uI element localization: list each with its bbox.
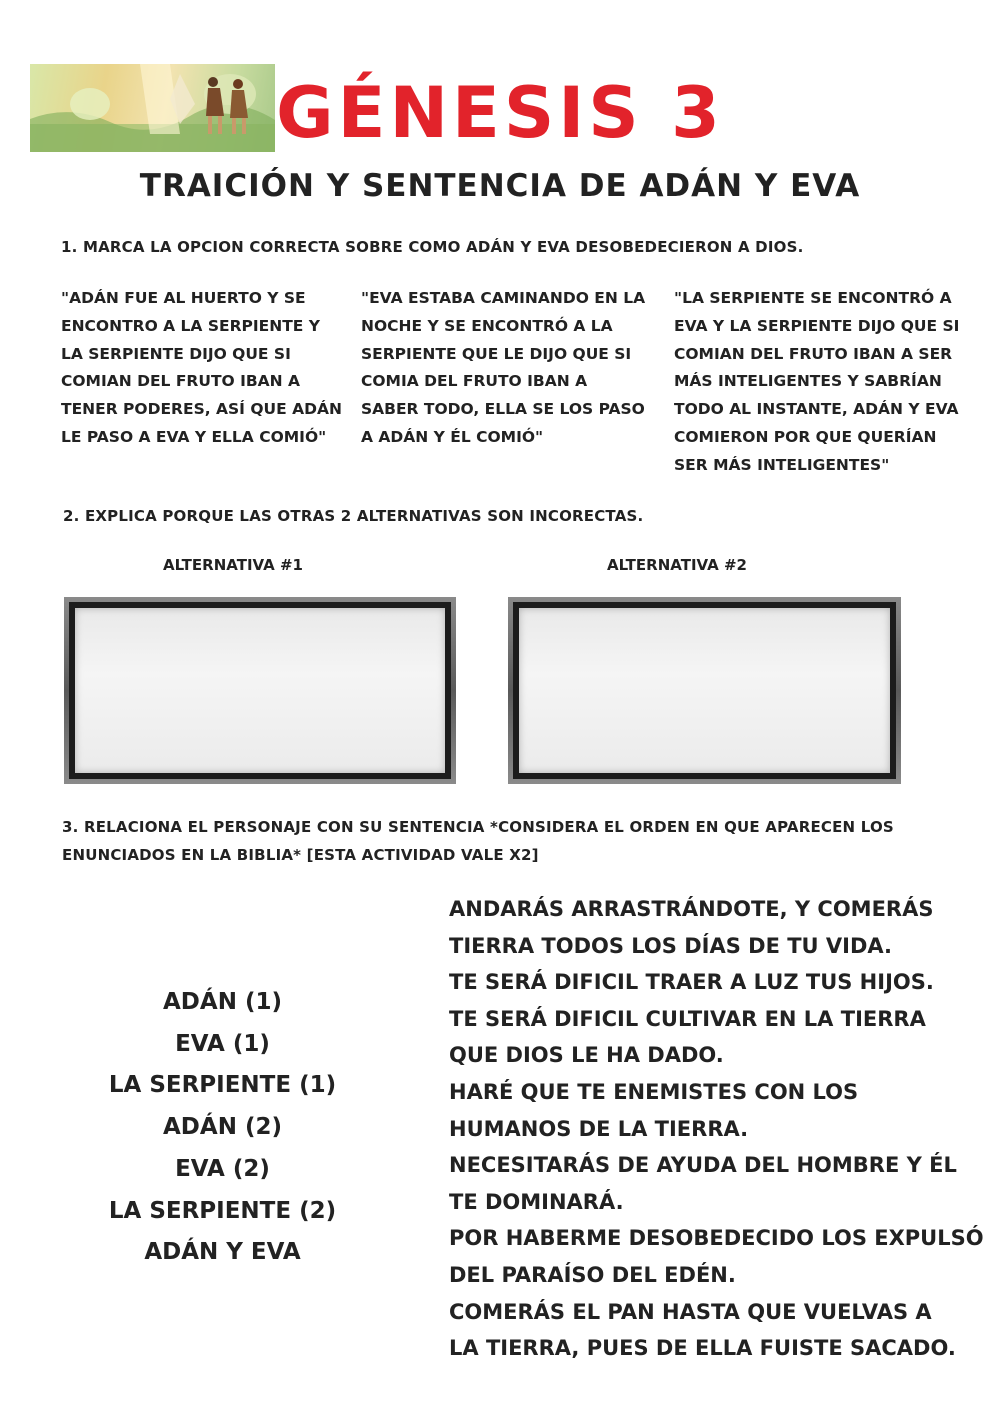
sentence-line[interactable]: QUE DIOS LE HA DADO. xyxy=(449,1043,724,1068)
sentence-line[interactable]: COMERÁS EL PAN HASTA QUE VUELVAS A xyxy=(449,1299,932,1324)
option-3[interactable]: "LA SERPIENTE SE ENCONTRÓ A EVA Y LA SERPIENTE DIJO QUE SI COMIAN DEL FRUTO IBAN A SER MÁS INTELIGENTES Y SABRÍAN TODO AL INSTANTE, ADÁN Y EVA COMIERON POR QUE QUERÍAN SER MÁS INTELIGENTES" xyxy=(674,289,960,474)
option-1[interactable]: "ADÁN FUE AL HUERTO Y SE ENCONTRO A LA SERPIENTE Y LA SERPIENTE DIJO QUE SI COMIAN DEL FRUTO IBAN A TENER PODERES, ASÍ QUE ADÁN LE PASO A EVA Y ELLA COMIÓ" xyxy=(61,289,342,446)
character-adan-2[interactable]: ADÁN (2) xyxy=(163,1114,282,1141)
characters-list xyxy=(60,982,385,1274)
page-subtitle: TRAICIÓN Y SENTENCIA DE ADÁN Y EVA xyxy=(139,168,861,204)
character-adan-1[interactable]: ADÁN (1) xyxy=(163,989,282,1015)
alternative-2-label: ALTERNATIVA #2 xyxy=(607,556,747,574)
sentence-line[interactable]: TE SERÁ DIFICIL TRAER A LUZ TUS HIJOS. xyxy=(449,970,934,995)
character-adan-y-eva[interactable]: ADÁN Y EVA xyxy=(144,1239,301,1266)
sentence-line[interactable]: HUMANOS DE LA TIERRA. xyxy=(449,1116,749,1141)
character-eva-1[interactable]: EVA (1) xyxy=(175,1030,270,1057)
sentence-line[interactable]: TE DOMINARÁ. xyxy=(449,1189,624,1214)
alternative-1-answer-area[interactable] xyxy=(69,602,451,779)
alternative-2-answer-area[interactable] xyxy=(513,602,896,779)
alternative-2-answer-box[interactable] xyxy=(508,597,901,784)
question-3-prompt-line-1: 3. RELACIONA EL PERSONAJE CON SU SENTENCIA *CONSIDERA EL ORDEN EN QUE APARECEN LOS xyxy=(62,818,894,836)
sentence-line[interactable]: POR HABERME DESOBEDECIDO LOS EXPULSÓ xyxy=(449,1226,984,1251)
character-eva-2[interactable]: EVA (2) xyxy=(175,1155,270,1182)
sentence-line[interactable]: DEL PARAÍSO DEL EDÉN. xyxy=(449,1262,736,1287)
question-3-prompt-line-2: ENUNCIADOS EN LA BIBLIA* [ESTA ACTIVIDAD VALE X2] xyxy=(62,846,539,864)
sentences-list xyxy=(449,891,984,1367)
sentence-line[interactable]: HARÉ QUE TE ENEMISTES CON LOS xyxy=(449,1079,859,1104)
character-serpiente-2[interactable]: LA SERPIENTE (2) xyxy=(108,1197,337,1224)
question-1-prompt: 1. MARCA LA OPCION CORRECTA SOBRE COMO ADÁN Y EVA DESOBEDECIERON A DIOS. xyxy=(61,238,804,256)
sentence-line[interactable]: NECESITARÁS DE AYUDA DEL HOMBRE Y ÉL xyxy=(449,1153,957,1178)
sentence-line[interactable]: ANDARÁS ARRASTRÁNDOTE, Y COMERÁS xyxy=(449,897,934,921)
sentence-line[interactable]: LA TIERRA, PUES DE ELLA FUISTE SACADO. xyxy=(449,1336,956,1361)
character-serpiente-1[interactable]: LA SERPIENTE (1) xyxy=(108,1072,337,1099)
alternative-1-label: ALTERNATIVA #1 xyxy=(163,556,303,574)
option-2[interactable]: "EVA ESTABA CAMINANDO EN LA NOCHE Y SE ENCONTRÓ A LA SERPIENTE QUE LE DIJO QUE SI COMIA DEL FRUTO IBAN A SABER TODO, ELLA SE LOS PASO A ADÁN Y ÉL COMIÓ" xyxy=(361,289,646,446)
sentence-line[interactable]: TE SERÁ DIFICIL CULTIVAR EN LA TIERRA xyxy=(449,1006,926,1031)
page-title: GÉNESIS 3 xyxy=(276,72,724,154)
question-2-prompt: 2. EXPLICA PORQUE LAS OTRAS 2 ALTERNATIVAS SON INCORECTAS. xyxy=(63,507,644,525)
sentence-line[interactable]: TIERRA TODOS LOS DÍAS DE TU VIDA. xyxy=(449,933,893,958)
alternative-1-answer-box[interactable] xyxy=(64,597,456,784)
